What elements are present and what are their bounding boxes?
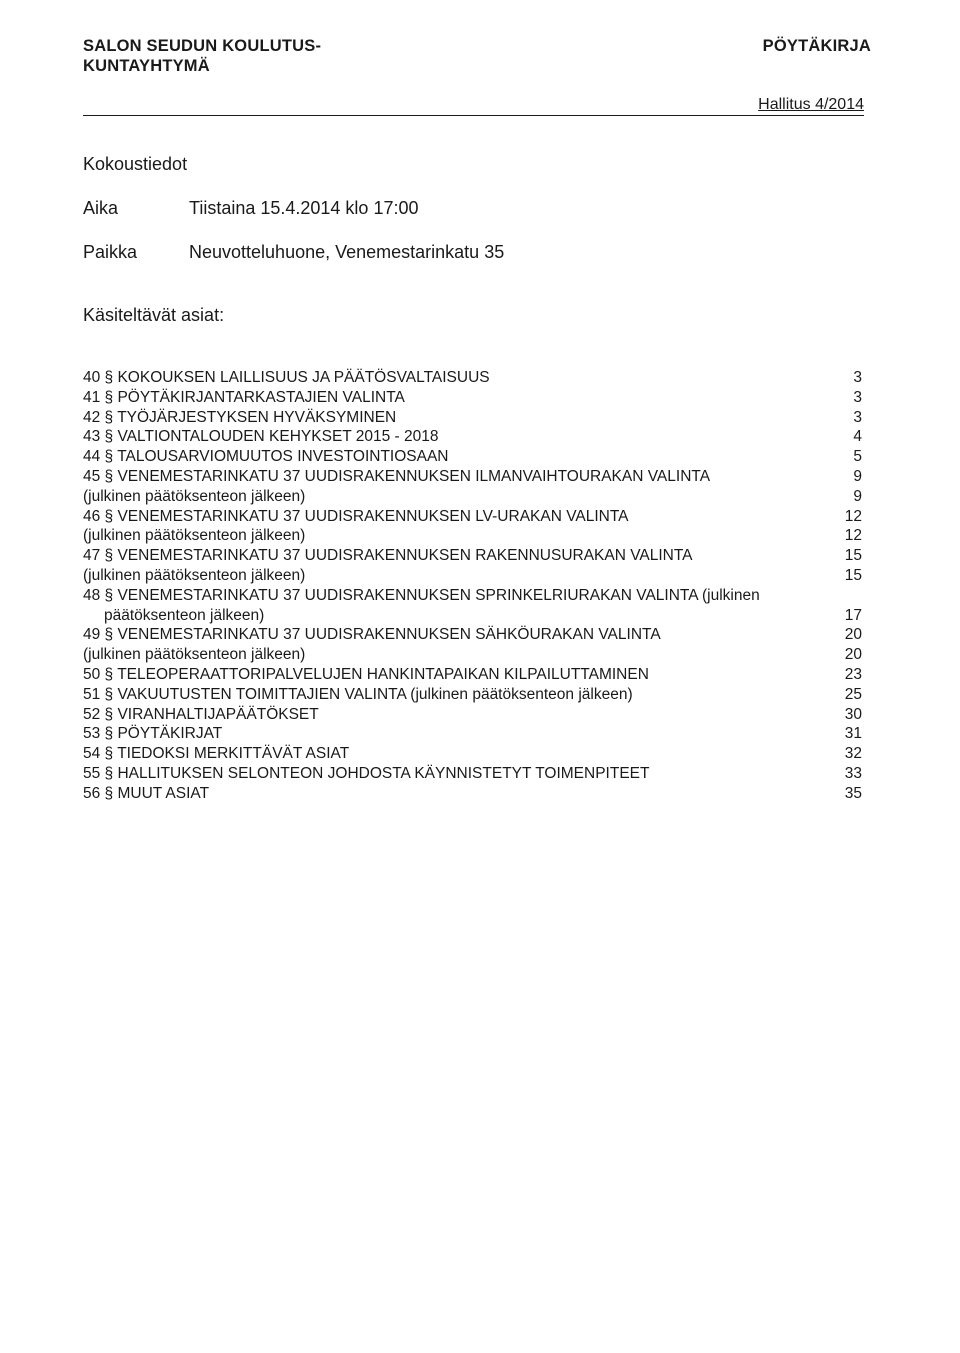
- agenda-item: [83, 388, 864, 408]
- agenda-item: [83, 685, 864, 705]
- agenda-item: [83, 447, 864, 467]
- agenda-item: [83, 744, 864, 764]
- agenda-item-page-number: 32: [844, 745, 862, 763]
- agenda-item-page-number: 15: [844, 566, 862, 584]
- agenda-item-page-number: 12: [844, 527, 862, 545]
- agenda-item: [83, 784, 864, 804]
- agenda-item-page-number: 12: [844, 507, 862, 525]
- agenda-item-page-number: 9: [853, 467, 862, 485]
- agenda-item: [83, 625, 864, 645]
- organization-name: [83, 36, 321, 76]
- agenda-item-title: 44 § TALOUSARVIOMUUTOS INVESTOINTIOSAAN: [83, 448, 449, 466]
- agenda-item-page-number: 3: [853, 388, 862, 406]
- agenda-item-page-number: 20: [844, 646, 862, 664]
- agenda-item-title: 51 § VAKUUTUSTEN TOIMITTAJIEN VALINTA (julkinen päätöksenteon jälkeen): [83, 685, 633, 703]
- agenda-item-title: 47 § VENEMESTARINKATU 37 UUDISRAKENNUKSEN RAKENNUSURAKAN VALINTA: [83, 547, 693, 565]
- meeting-place-label: Paikka: [83, 242, 138, 262]
- agenda-item: [83, 427, 864, 447]
- agenda-item: [83, 487, 864, 507]
- agenda-item-title: 48 § VENEMESTARINKATU 37 UUDISRAKENNUKSEN SPRINKELRIURAKAN VALINTA (julkinen: [83, 586, 760, 604]
- agenda-item-title: 49 § VENEMESTARINKATU 37 UUDISRAKENNUKSEN SÄHKÖURAKAN VALINTA: [83, 626, 661, 644]
- meeting-place-row: [83, 241, 504, 263]
- organization-name-line2: KUNTAYHTYMÄ: [83, 57, 210, 75]
- agenda-item-title: 55 § HALLITUKSEN SELONTEON JOHDOSTA KÄYNNISTETYT TOIMENPITEET: [83, 764, 650, 782]
- organization-name-line1: SALON SEUDUN KOULUTUS-: [83, 37, 322, 55]
- agenda-item: [83, 724, 864, 744]
- agenda-item: [83, 764, 864, 784]
- meeting-time-label: Aika: [83, 198, 119, 218]
- meeting-reference: Hallitus 4/2014: [758, 96, 864, 113]
- agenda-item-page-number: 20: [844, 626, 862, 644]
- agenda-item-page-number: 30: [844, 705, 862, 723]
- agenda-item-title: 43 § VALTIONTALOUDEN KEHYKSET 2015 - 2018: [83, 428, 439, 446]
- agenda-item: [83, 586, 864, 626]
- agenda-item: [83, 566, 864, 586]
- agenda-item: [83, 665, 864, 685]
- meeting-time-row: [83, 197, 419, 219]
- agenda-item-page-number: 15: [844, 547, 862, 565]
- agenda-item-page-number: 3: [853, 408, 862, 426]
- agenda-item: [83, 645, 864, 665]
- agenda-item-page-number: 23: [844, 665, 862, 683]
- agenda-item: [83, 368, 864, 388]
- agenda-item-title: (julkinen päätöksenteon jälkeen): [83, 527, 306, 545]
- agenda-item-title: (julkinen päätöksenteon jälkeen): [83, 646, 306, 664]
- agenda-item: [83, 546, 864, 566]
- agenda-item-title-continuation: päätöksenteon jälkeen): [104, 606, 265, 624]
- agenda-item: [83, 467, 864, 487]
- agenda-item-page-number: 4: [853, 428, 862, 446]
- meeting-info-title: Kokoustiedot: [83, 154, 188, 174]
- agenda-item-title: 46 § VENEMESTARINKATU 37 UUDISRAKENNUKSEN LV-URAKAN VALINTA: [83, 507, 629, 525]
- agenda-item-title: 54 § TIEDOKSI MERKITTÄVÄT ASIAT: [83, 745, 350, 763]
- agenda-item-page-number: 35: [844, 784, 862, 802]
- agenda-item: [83, 526, 864, 546]
- agenda-list: [83, 368, 864, 804]
- agenda-item-title: (julkinen päätöksenteon jälkeen): [83, 487, 306, 505]
- agenda-item-page-number: 5: [853, 448, 862, 466]
- agenda-item-title: 56 § MUUT ASIAT: [83, 784, 210, 802]
- agenda-item-page-number: 3: [853, 369, 862, 386]
- agenda-item: [83, 507, 864, 527]
- agenda-item-title: 52 § VIRANHALTIJAPÄÄTÖKSET: [83, 705, 319, 723]
- agenda-item-page-number: 17: [844, 606, 862, 624]
- agenda-item-title: 42 § TYÖJÄRJESTYKSEN HYVÄKSYMINEN: [83, 408, 397, 426]
- agenda-item-title: 40 § KOKOUKSEN LAILLISUUS JA PÄÄTÖSVALTAISUUS: [83, 369, 490, 386]
- meeting-place-value: Neuvotteluhuone, Venemestarinkatu 35: [189, 242, 505, 262]
- agenda-item: [83, 705, 864, 725]
- agenda-item-page-number: 25: [844, 685, 862, 703]
- agenda-item-title: 50 § TELEOPERAATTORIPALVELUJEN HANKINTAPAIKAN KILPAILUTTAMINEN: [83, 665, 649, 683]
- agenda-item-page-number: 33: [844, 764, 862, 782]
- agenda-item-title: (julkinen päätöksenteon jälkeen): [83, 566, 306, 584]
- agenda-item-title: 41 § PÖYTÄKIRJANTARKASTAJIEN VALINTA: [83, 388, 405, 406]
- agenda-item-title: 53 § PÖYTÄKIRJAT: [83, 725, 223, 743]
- agenda-item-title: 45 § VENEMESTARINKATU 37 UUDISRAKENNUKSEN ILMANVAIHTOURAKAN VALINTA: [83, 467, 711, 485]
- agenda-title: Käsiteltävät asiat:: [83, 305, 225, 325]
- agenda-item: [83, 408, 864, 428]
- header-divider: [83, 115, 864, 116]
- agenda-item-page-number: 31: [844, 725, 862, 743]
- document-type: PÖYTÄKIRJA: [762, 37, 871, 55]
- meeting-time-value: Tiistaina 15.4.2014 klo 17:00: [189, 198, 419, 218]
- agenda-item-page-number: 9: [853, 487, 862, 505]
